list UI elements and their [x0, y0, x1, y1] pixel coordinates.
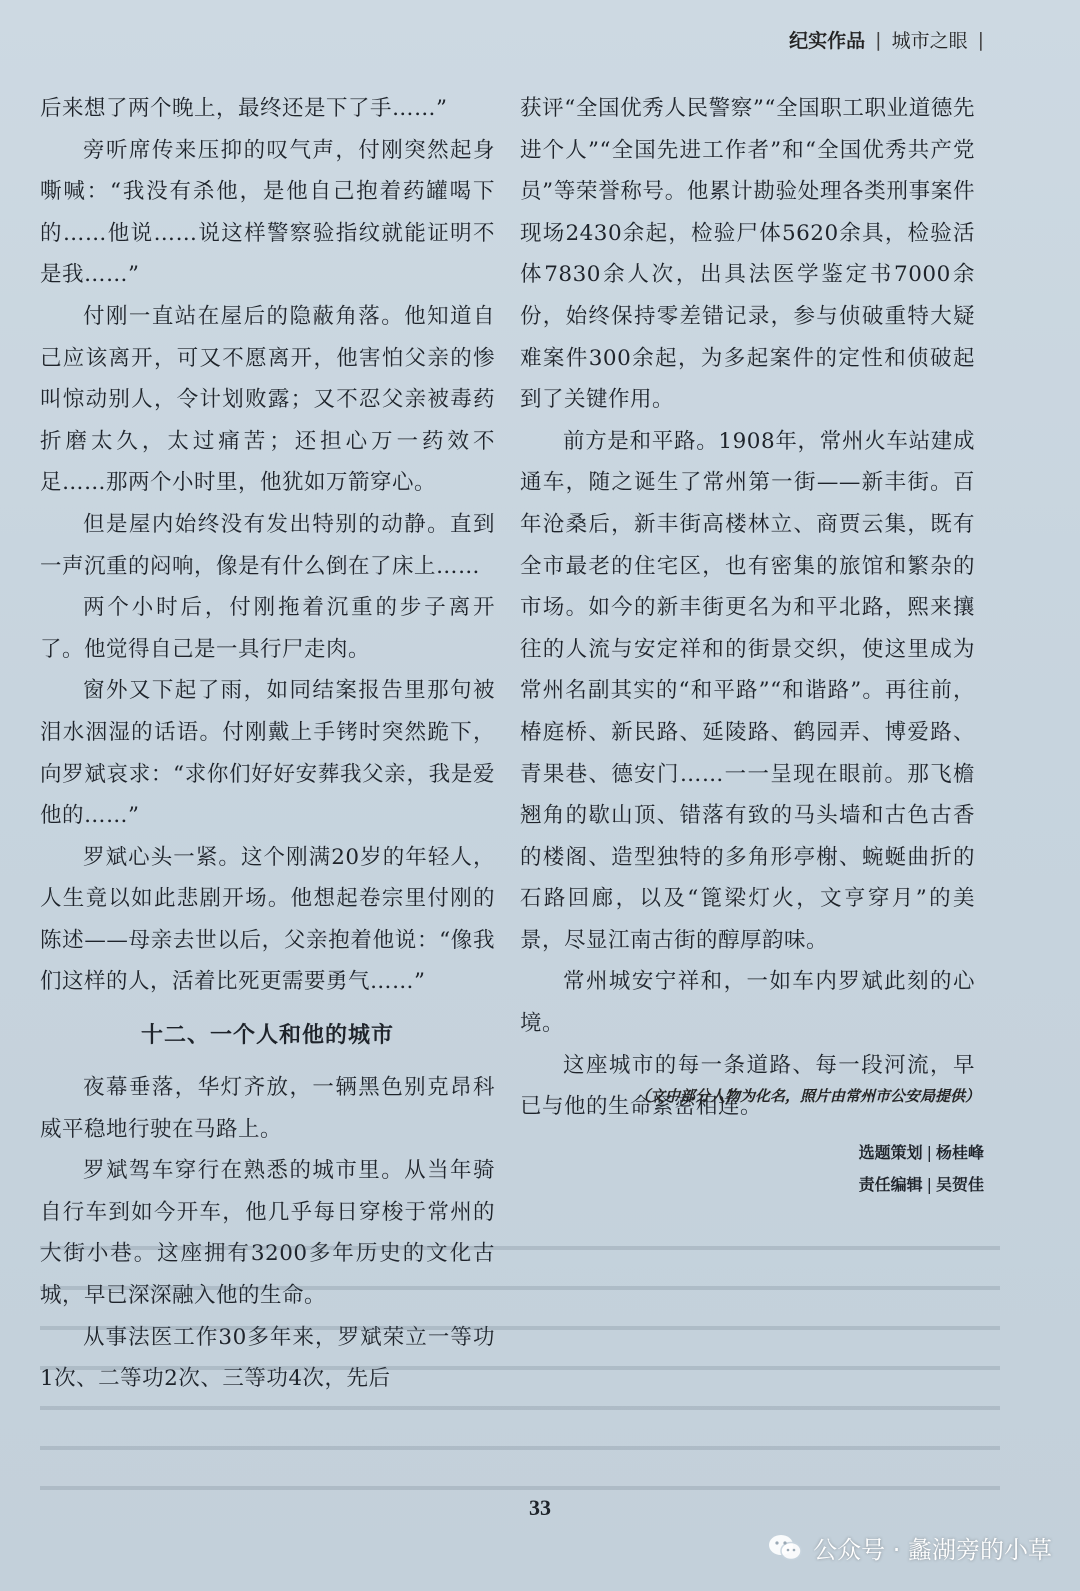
- paragraph: 获评“全国优秀人民警察”“全国职工职业道德先进个人”“全国先进工作者”和“全国优秀共产党员”等荣誉称号。他累计勘验处理各类刑事案件现场2430余起，检验尸体5620余具，检验活体7830余人次，出具法医学鉴定书7000余份，始终保持零差错记录，参与侦破重特大疑难案件300余起，为多起案件的定性和侦破起到了关键作用。: [520, 96, 975, 413]
- paragraph: 两个小时后，付刚拖着沉重的步子离开了。他觉得自己是一具行尸走肉。: [40, 595, 495, 662]
- paragraph: 夜幕垂落，华灯齐放，一辆黑色别克昂科威平稳地行驶在马路上。: [40, 1075, 495, 1142]
- paragraph: 常州城安宁祥和，一如车内罗斌此刻的心境。: [520, 969, 975, 1037]
- header-separator-end: |: [977, 28, 984, 51]
- editor-name: 吴贺佳: [935, 1175, 984, 1194]
- header-separator: |: [875, 28, 882, 51]
- wechat-icon: [767, 1533, 803, 1563]
- planner-credit: [859, 1137, 984, 1169]
- left-column: [40, 88, 495, 1400]
- editor-label: 责任编辑: [858, 1175, 923, 1194]
- planner-name: 杨桂峰: [935, 1143, 984, 1162]
- right-column: [520, 88, 975, 1128]
- credit-separator: |: [926, 1143, 932, 1162]
- paragraph: 罗斌心头一紧。这个刚满20岁的年轻人，人生竟以如此悲剧开场。他想起卷宗里付刚的陈述——母亲去世以后，父亲抱着他说：“像我们这样的人，活着比死更需要勇气……”: [40, 844, 495, 995]
- paragraph: 前方是和平路。1908年，常州火车站建成通车，随之诞生了常州第一街——新丰街。百年沧桑后，新丰街高楼林立、商贾云集，既有全市最老的住宅区，也有密集的旅馆和繁杂的市场。如今的新丰街更名为和平北路，熙来攘往的人流与安定祥和的街景交织，使这里成为常州名副其实的“和平路”“和谐路”。再往前，椿庭桥、新民路、延陵路、鹤园弄、博爱路、青果巷、德安门……一一呈现在眼前。那飞檐翘角的歇山顶、错落有致的马头墙和古色古香的楼阁、造型独特的多角形亭榭、蜿蜒曲折的石路回廊，以及“篦梁灯火，文亨穿月”的美景，尽显江南古街的醇厚韵味。: [520, 428, 975, 953]
- paragraph: 从事法医工作30多年来，罗斌荣立一等功1次、二等功2次、三等功4次，先后: [40, 1324, 495, 1392]
- photo-credit-note: （文中部分人物为化名，照片由常州市公安局提供）: [634, 1087, 980, 1105]
- paragraph: 后来想了两个晚上，最终还是下了手……”: [40, 96, 448, 121]
- planner-label: 选题策划: [858, 1143, 923, 1162]
- page-header: [789, 26, 984, 53]
- paragraph: 罗斌驾车穿行在熟悉的城市里。从当年骑自行车到如今开车，他几乎每日穿梭于常州的大街小巷。这座拥有3200多年历史的文化古城，早已深深融入他的生命。: [40, 1158, 495, 1309]
- paragraph: 这座城市的每一条道路、每一段河流，早已与他的生命紧密相连。: [520, 1052, 975, 1120]
- paragraph: 但是屋内始终没有发出特别的动静。直到一声沉重的闷响，像是有什么倒在了床上……: [40, 511, 495, 579]
- credit-separator: |: [926, 1175, 932, 1194]
- header-section: 城市之眼: [891, 30, 968, 52]
- paragraph: 付刚一直站在屋后的隐蔽角落。他知道自己应该离开，可又不愿离开，他害怕父亲的惨叫惊动别人，令计划败露；又不忍父亲被毒药折磨太久，太过痛苦；还担心万一药效不足……那两个小时里，他犹如万箭穿心。: [40, 303, 495, 496]
- paragraph: 窗外又下起了雨，如同结案报告里那句被泪水洇湿的话语。付刚戴上手铐时突然跪下，向罗斌哀求：“求你们好好安葬我父亲，我是爱他的……”: [40, 678, 495, 829]
- header-category: 纪实作品: [789, 30, 866, 52]
- section-heading: 十二、一个人和他的城市: [140, 1023, 394, 1049]
- editor-credit: [859, 1169, 984, 1201]
- bleed-through-text: [40, 1220, 1000, 1490]
- paragraph: 旁听席传来压抑的叹气声，付刚突然起身嘶喊：“我没有杀他，是他自己抱着药罐喝下的……他说……说这样警察验指纹就能证明不是我……”: [40, 137, 495, 288]
- page-number: 33: [529, 1495, 551, 1520]
- watermark-text: 公众号 · 蠡湖旁的小草: [813, 1536, 1052, 1564]
- editorial-credits: [859, 1137, 984, 1201]
- watermark: [767, 1530, 1052, 1565]
